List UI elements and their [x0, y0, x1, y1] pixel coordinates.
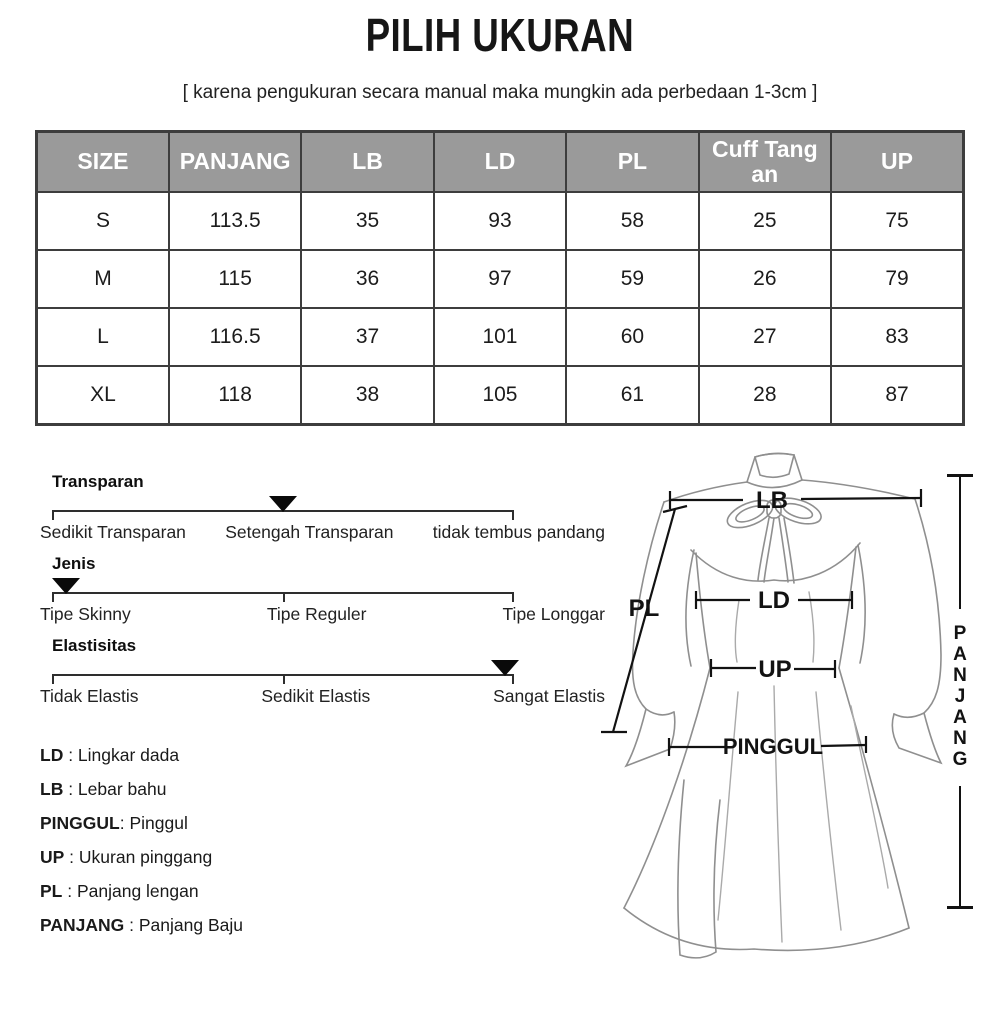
panjang-line [959, 786, 962, 906]
cell: 87 [831, 366, 963, 425]
cell: 27 [699, 308, 831, 366]
cell: 118 [169, 366, 301, 425]
scale-elastisitas [40, 636, 605, 707]
scale-tick [283, 592, 285, 602]
scale-tick [512, 592, 514, 602]
header-cell-size: SIZE [37, 132, 169, 193]
lb-label: LB [756, 487, 788, 514]
pinggul-label: PINGGUL [722, 734, 824, 759]
cell: S [37, 192, 169, 250]
attributes-column [40, 450, 605, 1010]
panjang-label: PANJANG [952, 623, 968, 770]
legend-item-pinggul: PINGGUL: Pinggul [40, 813, 188, 833]
scale-marker-icon [52, 578, 80, 594]
cell: 58 [566, 192, 698, 250]
legend-item-up: UP : Ukuran pinggang [40, 847, 213, 867]
pl-label: PL [628, 595, 660, 622]
header-cell-panjang: PANJANG [169, 132, 301, 193]
cell: 60 [566, 308, 698, 366]
scale-label: Tipe Reguler [266, 604, 367, 624]
scale-label: Sedikit Elastis [261, 686, 371, 706]
header-cell-lb: LB [301, 132, 433, 193]
scale-label: Tidak Elastis [40, 686, 139, 706]
legend-item-panjang: PANJANG : Panjang Baju [40, 915, 243, 935]
panjang-line [959, 477, 962, 609]
size-table-header-row [37, 132, 964, 193]
scale-marker-icon [269, 496, 297, 512]
scale-title: Transparan [52, 472, 144, 491]
table-row-m [37, 250, 964, 308]
cell: 93 [434, 192, 566, 250]
scale-track [52, 578, 514, 601]
dress-outline [624, 453, 941, 957]
lower-section [0, 450, 1000, 1010]
scale-labels [40, 604, 605, 625]
scale-labels [40, 686, 605, 707]
page-subtitle: [ karena pengukuran secara manual maka mungkin ada perbedaan 1-3cm ] [182, 82, 818, 103]
scale-title: Jenis [52, 554, 96, 573]
scale-jenis [40, 554, 605, 625]
header-cell-pl: PL [566, 132, 698, 193]
ld-label: LD [758, 587, 790, 614]
scale-label: Sangat Elastis [493, 686, 605, 706]
cell: 28 [699, 366, 831, 425]
cell: 38 [301, 366, 433, 425]
cell: XL [37, 366, 169, 425]
header-cell-up: UP [831, 132, 963, 193]
table-row-s [37, 192, 964, 250]
abbreviation-legend [40, 745, 600, 936]
cell: 116.5 [169, 308, 301, 366]
cell: 101 [434, 308, 566, 366]
size-table [35, 130, 965, 426]
legend-item-ld: LD : Lingkar dada [40, 745, 180, 765]
cell: M [37, 250, 169, 308]
cell: 61 [566, 366, 698, 425]
dress-illustration [588, 450, 963, 995]
scale-tick [512, 510, 514, 520]
cell: 75 [831, 192, 963, 250]
scale-label: Tipe Skinny [40, 604, 131, 624]
scale-marker-icon [491, 660, 519, 676]
scale-label: tidak tembus pandang [432, 522, 605, 542]
cell: 26 [699, 250, 831, 308]
header-cell-ld: LD [434, 132, 566, 193]
table-row-l [37, 308, 964, 366]
scale-tick [283, 674, 285, 684]
scale-label: Tipe Longgar [502, 604, 605, 624]
cell: L [37, 308, 169, 366]
scale-labels [40, 522, 605, 543]
cell: 115 [169, 250, 301, 308]
dress-diagram [588, 450, 988, 1010]
cell: 25 [699, 192, 831, 250]
scale-transparan [40, 472, 605, 543]
panjang-bottom-cap [947, 906, 973, 909]
cell: 59 [566, 250, 698, 308]
measurement-labels [629, 487, 823, 759]
cell: 113.5 [169, 192, 301, 250]
panjang-annotation [946, 474, 974, 926]
cell: 83 [831, 308, 963, 366]
page-title: PILIH UKURAN [365, 9, 635, 61]
scale-tick [52, 674, 54, 684]
cell: 97 [434, 250, 566, 308]
cell: 37 [301, 308, 433, 366]
scale-label: Sedikit Transparan [40, 522, 186, 542]
scale-title: Elastisitas [52, 636, 137, 655]
cell: 36 [301, 250, 433, 308]
scale-tick [52, 510, 54, 520]
legend-item-lb: LB : Lebar bahu [40, 779, 167, 799]
measurement-lines [601, 489, 921, 756]
cell: 105 [434, 366, 566, 425]
scale-track [52, 660, 514, 683]
table-row-xl [37, 366, 964, 425]
cell: 79 [831, 250, 963, 308]
header-cell-cuff-tangan: Cuff Tangan [699, 132, 831, 193]
up-label: UP [758, 656, 792, 683]
cell: 35 [301, 192, 433, 250]
scale-track [52, 496, 514, 519]
scale-label: Setengah Transparan [225, 522, 394, 542]
legend-item-pl: PL : Panjang lengan [40, 881, 199, 901]
